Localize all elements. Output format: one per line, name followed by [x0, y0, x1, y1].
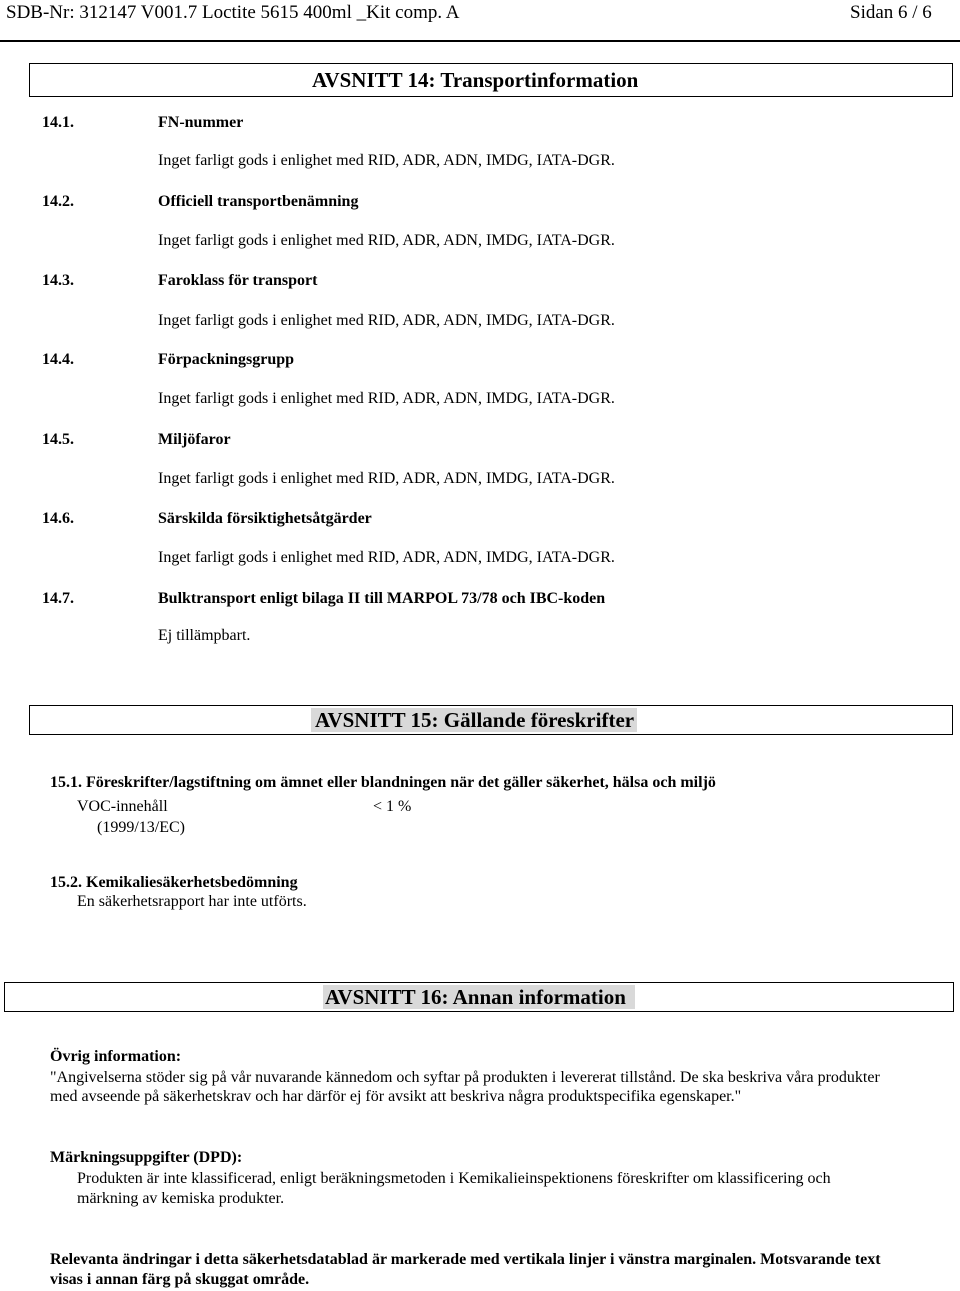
- item-number: 14.1.: [42, 114, 74, 131]
- item-number: 14.7.: [42, 590, 74, 607]
- item-number: 14.2.: [42, 193, 74, 210]
- section-14-title: AVSNITT 14: Transportinformation: [312, 68, 639, 92]
- item-text: Inget farligt gods i enlighet med RID, ADR, ADN, IMDG, IATA-DGR.: [158, 232, 615, 249]
- item-heading: Bulktransport enligt bilaga II till MARPOL 73/78 och IBC-koden: [158, 590, 606, 607]
- item-text: Inget farligt gods i enlighet med RID, ADR, ADN, IMDG, IATA-DGR.: [158, 152, 615, 169]
- item-number: 14.5.: [42, 431, 74, 448]
- item-number: 14.3.: [42, 272, 74, 289]
- item-heading: Förpackningsgrupp: [158, 351, 295, 368]
- section-15-title: AVSNITT 15: Gällande föreskrifter: [315, 708, 635, 732]
- other-info-heading: Övrig information:: [50, 1048, 182, 1065]
- section-15-banner: [29, 705, 953, 735]
- section-14-banner: [29, 63, 953, 97]
- voc-label: VOC-innehåll: [77, 798, 168, 815]
- item-heading: FN-nummer: [158, 114, 244, 131]
- section-15-2-heading: 15.2. Kemikaliesäkerhetsbedömning: [50, 874, 298, 891]
- item-heading: Officiell transportbenämning: [158, 193, 359, 210]
- item-text: Inget farligt gods i enlighet med RID, ADR, ADN, IMDG, IATA-DGR.: [158, 390, 615, 407]
- item-number: 14.6.: [42, 510, 74, 527]
- item-heading: Faroklass för transport: [158, 272, 318, 289]
- item-text: Inget farligt gods i enlighet med RID, ADR, ADN, IMDG, IATA-DGR.: [158, 312, 615, 329]
- revision-note-line: visas i annan färg på skuggat område.: [50, 1271, 310, 1288]
- document-header-left: SDB-Nr: 312147 V001.7 Loctite 5615 400ml _Kit comp. A: [6, 2, 460, 23]
- other-info-line: "Angivelserna stöder sig på vår nuvarande kännedom och syftar på produkten i levererat tillstånd. De ska beskriva våra produkter: [50, 1069, 880, 1086]
- item-heading: Miljöfaror: [158, 431, 231, 448]
- item-text: Ej tillämpbart.: [158, 627, 251, 644]
- revision-note-line: Relevanta ändringar i detta säkerhetsdatablad är markerade med vertikala linjer i vänstra marginalen. Motsvarande text: [50, 1251, 881, 1268]
- page-number: Sidan 6 / 6: [850, 2, 932, 23]
- labelling-heading: Märkningsuppgifter (DPD):: [50, 1149, 243, 1166]
- labelling-line: märkning av kemiska produkter.: [77, 1190, 285, 1207]
- section-15-1-heading: 15.1. Föreskrifter/lagstiftning om ämnet eller blandningen när det gäller säkerhet, hälsa och miljö: [50, 774, 716, 791]
- item-text: Inget farligt gods i enlighet med RID, ADR, ADN, IMDG, IATA-DGR.: [158, 549, 615, 566]
- labelling-line: Produkten är inte klassificerad, enligt beräkningsmetoden i Kemikalieinspektionens föreskrifter om klassificering och: [77, 1170, 831, 1187]
- item-number: 14.4.: [42, 351, 74, 368]
- section-16-title: AVSNITT 16: Annan information: [325, 985, 626, 1009]
- section-15-2-text: En säkerhetsrapport har inte utförts.: [77, 893, 307, 910]
- section-16-banner: [4, 982, 954, 1012]
- header-divider: [0, 40, 960, 42]
- item-heading: Särskilda försiktighetsåtgärder: [158, 510, 372, 527]
- other-info-line: med avseende på säkerhetskrav och har därför ej för avsikt att beskriva några produktspecifika egenskaper.": [50, 1088, 742, 1105]
- item-text: Inget farligt gods i enlighet med RID, ADR, ADN, IMDG, IATA-DGR.: [158, 470, 615, 487]
- voc-directive: (1999/13/EC): [97, 819, 185, 836]
- voc-value: < 1 %: [373, 798, 412, 815]
